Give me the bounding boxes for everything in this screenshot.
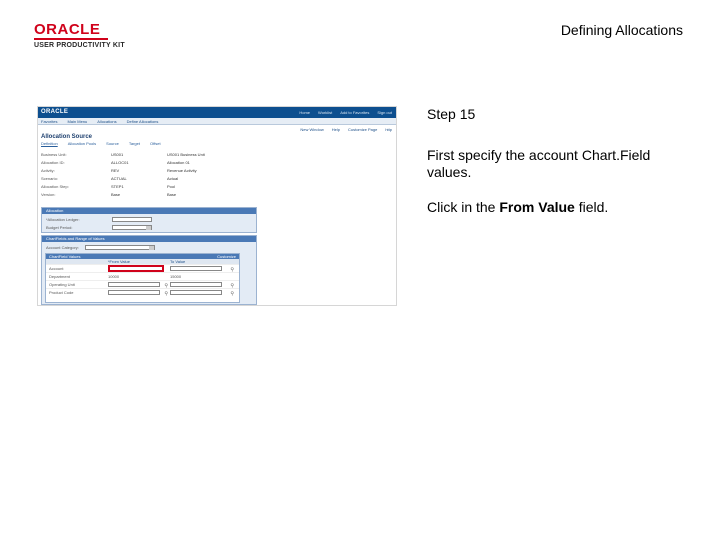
period-row bbox=[42, 225, 256, 230]
instruction-action bbox=[427, 199, 687, 216]
ps-tool-new-window[interactable]: New Window bbox=[300, 126, 324, 132]
action-target: From Value bbox=[499, 199, 575, 215]
from-value-text: 10000 bbox=[108, 274, 120, 279]
lookup-icon[interactable]: ⚲ bbox=[230, 267, 234, 273]
ps-page-title: Allocation Source bbox=[41, 134, 93, 140]
table-row bbox=[46, 288, 239, 296]
action-prefix: Click in the bbox=[427, 199, 500, 215]
instruction-panel bbox=[427, 106, 687, 234]
field-value: ALLOC01 bbox=[111, 160, 129, 165]
ps-step-link[interactable]: Source bbox=[106, 141, 119, 146]
step-number: Step 15 bbox=[427, 106, 476, 122]
grid-title: ChartField Values bbox=[49, 254, 81, 259]
row-label: Product Code bbox=[49, 290, 74, 295]
logo-subtext: USER PRODUCTIVITY KIT bbox=[34, 42, 125, 49]
slide-title: Defining Allocations bbox=[560, 22, 683, 38]
field-desc: Pool bbox=[167, 184, 176, 189]
action-suffix: field. bbox=[574, 199, 609, 215]
field-desc: Actual bbox=[167, 176, 179, 181]
from-value-cell bbox=[108, 290, 170, 295]
ledger-label: *Allocation Ledger: bbox=[46, 217, 80, 222]
ps-header-bar bbox=[38, 107, 396, 118]
ledger-row bbox=[42, 217, 256, 222]
account-category-row bbox=[42, 245, 256, 250]
lookup-icon[interactable]: ⚲ bbox=[164, 283, 168, 289]
ps-step-link[interactable]: Allocation Pools bbox=[67, 141, 97, 146]
to-value-cell bbox=[170, 282, 236, 287]
field-value: ACTUAL bbox=[111, 176, 127, 181]
to-value-input[interactable] bbox=[170, 266, 222, 271]
grid-col-header bbox=[46, 259, 108, 264]
ps-step-links bbox=[38, 141, 396, 146]
grid-customize-link[interactable]: Customize bbox=[217, 254, 236, 259]
field-value: REV bbox=[111, 168, 120, 173]
ps-key-fields bbox=[38, 152, 396, 197]
row-label: Account bbox=[49, 266, 64, 271]
ps-top-links bbox=[299, 110, 392, 115]
ps-step-link[interactable]: Offset bbox=[149, 141, 161, 146]
application-screenshot bbox=[37, 106, 397, 306]
ps-link-home[interactable]: Home bbox=[299, 110, 311, 115]
field-desc: Base bbox=[167, 192, 177, 197]
table-row bbox=[46, 272, 239, 280]
account-category-select[interactable] bbox=[85, 245, 155, 250]
from-value-cell bbox=[108, 265, 170, 272]
to-value-text: 15000 bbox=[170, 274, 182, 279]
ledger-input[interactable] bbox=[112, 217, 152, 222]
table-row bbox=[46, 280, 239, 288]
ps-menu-bar bbox=[38, 118, 396, 125]
field-desc: US001 Business Unit bbox=[167, 152, 205, 157]
oracle-logo-text: ORACLE bbox=[34, 21, 101, 38]
row-label: Department bbox=[49, 274, 70, 279]
ps-tool-help[interactable]: Help bbox=[331, 126, 340, 132]
from-value-input[interactable] bbox=[108, 290, 160, 295]
grid-col-header: *From Value bbox=[108, 259, 130, 264]
table-row bbox=[46, 264, 239, 272]
ps-tool-http[interactable]: http bbox=[385, 126, 392, 132]
row-label: Operating Unit bbox=[49, 282, 75, 287]
ps-link-worklist[interactable]: Worklist bbox=[318, 110, 333, 115]
lookup-icon[interactable]: ⚲ bbox=[230, 283, 234, 289]
ps-nav-item[interactable]: Define Allocations bbox=[126, 118, 159, 124]
lookup-icon[interactable]: ⚲ bbox=[164, 291, 168, 297]
ps-oracle-logo: ORACLE bbox=[41, 109, 69, 115]
upk-logo bbox=[34, 22, 134, 49]
field-label: Allocation ID: bbox=[41, 160, 65, 165]
ps-nav-item[interactable]: Allocations bbox=[97, 118, 117, 124]
to-value-input[interactable] bbox=[170, 290, 222, 295]
from-value-input[interactable] bbox=[108, 282, 160, 287]
field-label: Scenario: bbox=[41, 176, 58, 181]
ps-link-favorites[interactable]: Add to Favorites bbox=[340, 110, 370, 115]
period-label: Budget Period: bbox=[46, 225, 73, 230]
field-label: Business Unit: bbox=[41, 152, 67, 157]
chartfield-section-title: ChartFields and Range of Values bbox=[42, 236, 256, 242]
ps-tool-customize[interactable]: Customize Page bbox=[347, 126, 378, 132]
to-value-input[interactable] bbox=[170, 282, 222, 287]
ps-nav-item[interactable]: Favorites bbox=[41, 118, 58, 124]
field-label: Allocation Step: bbox=[41, 184, 69, 189]
to-value-cell bbox=[170, 266, 236, 271]
ps-step-link[interactable]: Target bbox=[128, 141, 140, 146]
chartfield-section bbox=[41, 235, 257, 305]
field-label: Activity: bbox=[41, 168, 55, 173]
period-select[interactable] bbox=[112, 225, 152, 230]
grid-column-headers bbox=[46, 259, 239, 264]
logo-rule bbox=[34, 38, 108, 40]
lookup-icon[interactable]: ⚲ bbox=[230, 291, 234, 297]
from-value-input[interactable] bbox=[108, 265, 164, 272]
account-category-label: Account Category: bbox=[46, 245, 79, 250]
ps-nav-item[interactable]: Main Menu bbox=[67, 118, 88, 124]
to-value-cell bbox=[170, 290, 236, 295]
field-desc: Revenue Activity bbox=[167, 168, 197, 173]
field-desc: Allocation 01 bbox=[167, 160, 190, 165]
ps-link-signout[interactable]: Sign out bbox=[377, 110, 392, 115]
allocation-section-title: Allocation bbox=[42, 208, 256, 214]
allocation-section bbox=[41, 207, 257, 233]
from-value-cell bbox=[108, 282, 170, 287]
chartfield-grid bbox=[45, 253, 240, 303]
field-value: US001 bbox=[111, 152, 124, 157]
ps-step-link[interactable]: Definition bbox=[41, 141, 58, 146]
field-label: Version: bbox=[41, 192, 56, 197]
field-value: STEP1 bbox=[111, 184, 124, 189]
ps-toolbar bbox=[38, 125, 396, 133]
grid-col-header: To Value bbox=[170, 259, 186, 264]
field-value: Base bbox=[111, 192, 121, 197]
instruction-prompt: First specify the account Chart.Field values. bbox=[427, 147, 651, 180]
